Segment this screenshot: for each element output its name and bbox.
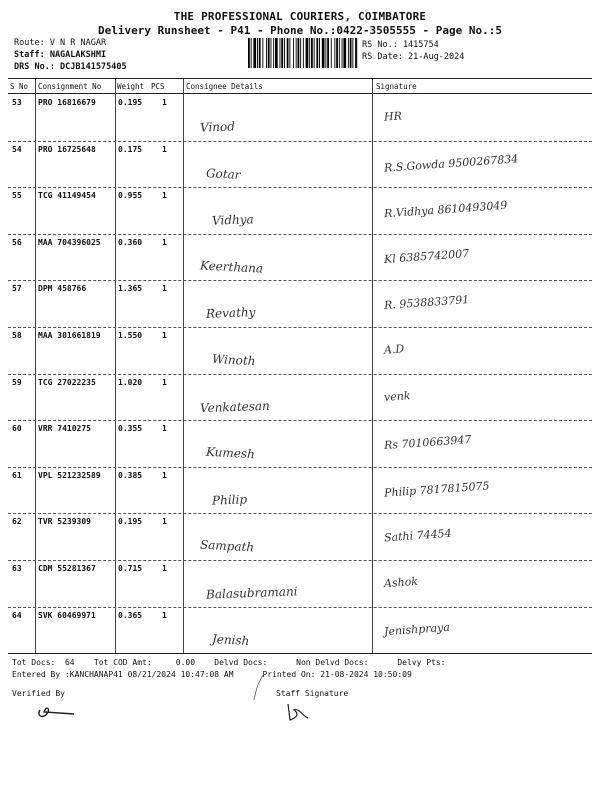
row-pcs: 1 <box>162 610 167 620</box>
header-rule-top <box>8 78 592 79</box>
row-consignment-no: SVK 60469971 <box>38 610 96 620</box>
pen-stroke-mark <box>250 672 270 702</box>
row-consignee-handwriting: Philip <box>211 492 248 508</box>
col-weight: Weight <box>117 82 145 91</box>
staff-signature-label: Staff Signature <box>276 689 349 698</box>
row-sno: 63 <box>12 564 22 573</box>
row-consignee-handwriting: Vidhya <box>211 212 254 228</box>
row-consignment-no: DPM 458766 <box>38 284 87 294</box>
row-pcs: 1 <box>162 237 167 247</box>
row-consignee-handwriting: Keerthana <box>199 258 264 276</box>
row-separator <box>8 560 592 561</box>
row-signature-handwriting: Kl 6385742007 <box>383 246 470 266</box>
row-consignee-handwriting: Kumesh <box>205 444 256 462</box>
verified-by-label: Verified By <box>12 689 65 698</box>
verified-signature-scribble <box>34 700 84 722</box>
row-consignee-handwriting: Gotar <box>205 165 241 182</box>
row-sno: 57 <box>12 284 22 294</box>
grid-line <box>183 79 184 653</box>
row-separator <box>8 187 592 188</box>
row-signature-handwriting: Ashok <box>383 574 419 591</box>
row-sno: 53 <box>12 98 22 107</box>
row-signature-handwriting: HR <box>383 109 403 124</box>
col-signature: Signature <box>376 82 417 91</box>
row-sno: 56 <box>12 237 22 247</box>
row-separator <box>8 280 592 281</box>
route-label: Route: V N R NAGAR <box>14 38 107 48</box>
row-weight: 1.365 <box>118 284 143 294</box>
staff-signature-scribble <box>282 700 312 724</box>
staff-label: Staff: NAGALAKSHMI <box>14 50 107 60</box>
row-sno: 55 <box>12 191 22 201</box>
row-consignee-handwriting: Jenish <box>211 631 250 648</box>
row-weight: 1.550 <box>118 331 143 340</box>
row-pcs: 1 <box>162 377 167 387</box>
row-pcs: 1 <box>162 564 167 573</box>
row-pcs: 1 <box>162 424 167 434</box>
entered-by-line: Entered By :KANCHANAP41 08/21/2024 10:47:08 AM Printed On: 21-08-2024 10:50:09 <box>12 670 412 679</box>
col-pcs: PCS <box>151 82 165 91</box>
rs-date: RS Date: 21-Aug-2024 <box>362 52 465 62</box>
runsheet-title: Delivery Runsheet - P41 - Phone No.:0422-3505555 - Page No.:5 <box>98 24 502 37</box>
row-consignee-handwriting: Winoth <box>211 351 256 369</box>
row-weight: 0.195 <box>118 517 143 527</box>
row-separator <box>8 467 592 468</box>
row-sno: 58 <box>12 331 22 340</box>
row-consignee-handwriting: Vinod <box>199 119 236 135</box>
row-consignee-handwriting: Sampath <box>199 537 255 555</box>
row-weight: 1.020 <box>118 377 143 387</box>
row-consignment-no: TCG 27022235 <box>38 377 96 387</box>
row-weight: 0.195 <box>118 98 143 107</box>
row-consignment-no: MAA 704396025 <box>38 237 101 247</box>
row-pcs: 1 <box>162 98 167 107</box>
row-pcs: 1 <box>162 331 167 340</box>
row-separator <box>8 327 592 328</box>
row-sno: 54 <box>12 144 22 154</box>
grid-line <box>372 79 373 653</box>
row-separator <box>8 513 592 514</box>
row-sno: 59 <box>12 377 22 387</box>
row-separator <box>8 607 592 608</box>
row-pcs: 1 <box>162 144 167 154</box>
row-consignment-no: VPL 521232589 <box>38 470 101 480</box>
row-consignment-no: PRO 16816679 <box>38 98 96 107</box>
row-weight: 0.175 <box>118 144 143 154</box>
row-signature-handwriting: A.D <box>383 342 405 357</box>
row-consignment-no: TVR 5239309 <box>38 517 91 527</box>
table-bottom-rule <box>8 653 592 654</box>
row-consignment-no: CDM 55281367 <box>38 564 96 573</box>
col-consignment: Consignment No <box>38 82 102 91</box>
row-consignment-no: VRR 7410275 <box>38 424 91 434</box>
row-weight: 0.385 <box>118 470 143 480</box>
col-sno: S No <box>10 82 29 91</box>
row-signature-handwriting: R. 9538833791 <box>383 293 470 313</box>
company-name: THE PROFESSIONAL COURIERS, COIMBATORE <box>173 10 427 23</box>
row-signature-handwriting: Sathi 74454 <box>383 527 452 545</box>
row-pcs: 1 <box>162 284 167 294</box>
grid-line <box>35 79 36 653</box>
row-sno: 61 <box>12 470 22 480</box>
row-pcs: 1 <box>162 191 167 201</box>
drs-number: DRS No.: DCJB141575405 <box>14 62 127 72</box>
row-weight: 0.365 <box>118 610 143 620</box>
row-separator <box>8 234 592 235</box>
grid-line <box>115 79 116 653</box>
totals-line: Tot Docs: 64 Tot COD Amt: 0.00 Delvd Docs: Non Delvd Docs: Delvy Pts: <box>12 658 446 667</box>
row-separator <box>8 420 592 421</box>
row-weight: 0.955 <box>118 191 143 201</box>
row-separator <box>8 374 592 375</box>
barcode-image <box>248 38 358 68</box>
row-signature-handwriting: Rs 7010663947 <box>383 433 472 453</box>
row-signature-handwriting: R.S.Gowda 9500267834 <box>383 151 519 175</box>
row-weight: 0.715 <box>118 564 143 573</box>
row-sno: 60 <box>12 424 22 434</box>
row-separator <box>8 141 592 142</box>
row-consignee-handwriting: Venkatesan <box>199 398 271 415</box>
col-consignee: Consignee Details <box>186 82 263 91</box>
row-signature-handwriting: Jenishpraya <box>383 620 451 638</box>
row-consignee-handwriting: Revathy <box>205 305 256 322</box>
row-signature-handwriting: venk <box>383 388 411 404</box>
row-consignment-no: MAA 301661819 <box>38 331 101 340</box>
row-consignment-no: TCG 41149454 <box>38 191 96 201</box>
header-rule-bottom <box>8 93 592 94</box>
row-sno: 62 <box>12 517 22 527</box>
row-pcs: 1 <box>162 517 167 527</box>
row-pcs: 1 <box>162 470 167 480</box>
row-signature-handwriting: R.Vidhya 8610493049 <box>383 198 508 221</box>
row-weight: 0.355 <box>118 424 143 434</box>
rs-number: RS No.: 1415754 <box>362 40 439 50</box>
row-signature-handwriting: Philip 7817815075 <box>383 479 490 500</box>
row-consignee-handwriting: Balasubramani <box>205 584 298 602</box>
row-consignment-no: PRO 16725648 <box>38 144 96 154</box>
row-sno: 64 <box>12 610 22 620</box>
row-weight: 0.360 <box>118 237 143 247</box>
